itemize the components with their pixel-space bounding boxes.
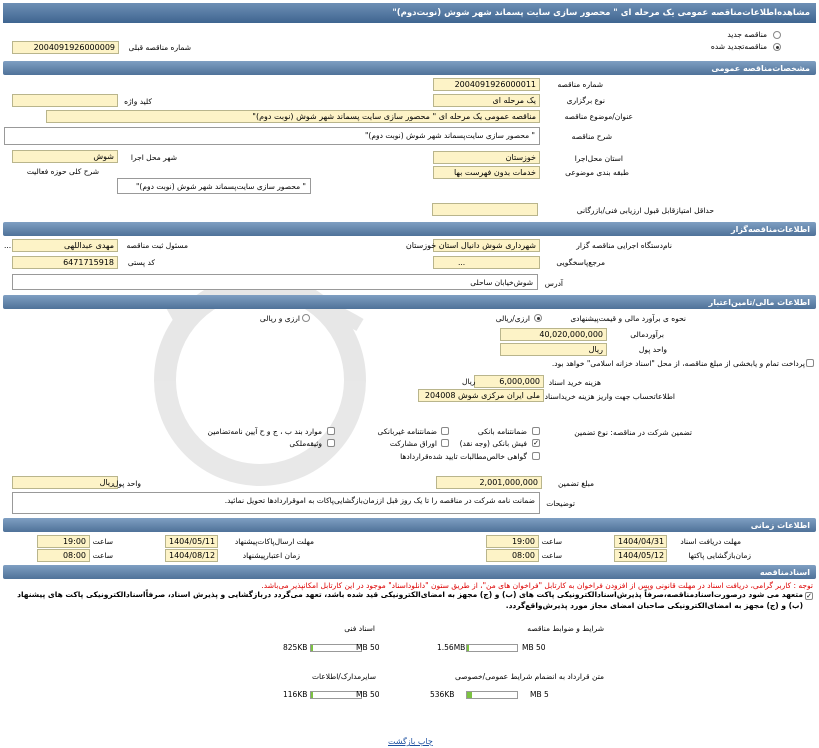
notes-label: توضیحات bbox=[546, 499, 575, 508]
address-label: آدرس bbox=[544, 279, 563, 288]
property-checkbox[interactable] bbox=[327, 439, 335, 447]
responsible-label: مسئول ثبت مناقصه bbox=[126, 241, 188, 250]
file-label-0: شرایط و ضوابط مناقصه bbox=[527, 624, 604, 633]
file-label-2: متن قرارداد به انضمام شرایط عمومی/خصوصی bbox=[455, 672, 604, 681]
guarantee-type-label: نوع تضمین bbox=[574, 428, 608, 437]
validity-label: زمان اعتبارپیشنهاد bbox=[242, 551, 300, 560]
file-size-0: 1.56MB bbox=[437, 643, 466, 652]
other-guarantee-label: موارد بند ب ، ج و ح آیین نامه‌تضامین bbox=[207, 427, 322, 436]
file-max-2: 5 MB bbox=[530, 690, 549, 699]
page-title: مشاهده‌اطلاعات‌مناقصه عمومی یک مرحله ای " محصور سازی سایت پسماند شهر شوش (نوبت‌دوم)" bbox=[3, 3, 816, 23]
responsible-field: مهدی عبداللهی bbox=[12, 239, 118, 252]
file-max-0: 50 MB bbox=[522, 643, 546, 652]
file-size-2: 536KB bbox=[430, 690, 455, 699]
treasury-text: پرداخت تمام و یابخشی از مبلغ مناقصه، از محل "اسناد خزانه اسلامی" خواهد بود. bbox=[551, 359, 805, 368]
organization-field: شهرداری شوش دانیال استان خوزستان bbox=[433, 239, 540, 252]
activity-box: " محصور سازی سایت‌پسماند شهر شوش (نوبت دوم)" bbox=[117, 178, 311, 194]
file-max-3: 50 MB bbox=[356, 690, 380, 699]
tender-no-label: شماره مناقصه bbox=[557, 80, 603, 89]
time-label-1: ساعت bbox=[541, 537, 562, 546]
cash-guarantee-checkbox[interactable] bbox=[532, 439, 540, 447]
validity-date: 1404/08/12 bbox=[165, 549, 218, 562]
province-label: استان محل‌اجرا bbox=[574, 154, 623, 163]
city-field: شوش bbox=[12, 150, 118, 163]
file-max-1: 50 MB bbox=[356, 643, 380, 652]
validity-time: 08:00 bbox=[37, 549, 90, 562]
prev-tender-no-label: شماره مناقصه قبلی bbox=[128, 43, 191, 52]
back-link[interactable]: چاپ بازگشت bbox=[388, 737, 433, 746]
file-label-1: اسناد فنی bbox=[344, 624, 375, 633]
send-deadline-label: مهلت ارسال‌پاکات‌پیشنهاد bbox=[234, 537, 314, 546]
type-label: نوع برگزاری bbox=[566, 96, 605, 105]
keyword-label: کلید واژه bbox=[124, 97, 152, 106]
claims-label: گواهی خالص‌مطالبات تایید شده‌قراردادها bbox=[400, 452, 527, 461]
min-score-field bbox=[432, 203, 538, 216]
open-date: 1404/05/12 bbox=[614, 549, 667, 562]
fx-option-radio[interactable] bbox=[302, 314, 310, 322]
postal-code-label: کد پستی bbox=[127, 258, 155, 267]
receive-deadline-label: مهلت دریافت اسناد bbox=[680, 537, 741, 546]
file-size-3: 116KB bbox=[283, 690, 308, 699]
timing-section-header: اطلاعات زمانی bbox=[3, 518, 816, 532]
cash-guarantee-label: فیش بانکی (وجه نقد) bbox=[459, 439, 527, 448]
description-label: شرح مناقصه bbox=[571, 132, 612, 141]
doc-fee-field: 6,000,000 bbox=[474, 375, 544, 388]
reference-label: مرجع‌پاسخگویی bbox=[556, 258, 605, 267]
send-deadline-date: 1404/05/11 bbox=[165, 535, 218, 548]
reference-more[interactable]: ... bbox=[458, 258, 466, 267]
file-progress-1 bbox=[310, 644, 362, 652]
download-notice: توجه : کاربر گرامی، دریافت اسناد در مهلت قانونی وپس از افزودن فراخوان به کارتابل "فراخوان های من"، از طریق ستون "دانلوداسناد" موجود در این کارتابل امکانپذیر می‌باشد. bbox=[261, 581, 813, 590]
treasury-checkbox[interactable] bbox=[806, 359, 814, 367]
prev-tender-no-field: 2004091926000009 bbox=[12, 41, 119, 54]
bonds-label: اوراق مشارکت bbox=[389, 439, 437, 448]
file-progress-fill-3 bbox=[311, 692, 313, 698]
open-time: 08:00 bbox=[486, 549, 539, 562]
send-deadline-time: 19:00 bbox=[37, 535, 90, 548]
title-field: مناقصه عمومی یک مرحله ای " محصور سازی سایت پسماند شهر شوش (نوبت دوم)" bbox=[46, 110, 540, 123]
account-label: اطلاعاتحساب جهت واریز هزینه خریداسناد bbox=[544, 392, 675, 401]
rial-option-label: ارزی/ریالی bbox=[495, 314, 530, 323]
open-label: زمان‌بازگشایی پاکتها bbox=[688, 551, 751, 560]
guarantee-amount-field: 2,001,000,000 bbox=[436, 476, 542, 489]
file-progress-0 bbox=[466, 644, 518, 652]
file-progress-3 bbox=[310, 691, 362, 699]
min-score-label: حداقل امتیازقابل قبول ارزیابی فنی/بازرگانی bbox=[576, 206, 714, 215]
pledge-text: متعهد می شود درصورت‌اسنادمناقصه،صرفاً پذیرش‌اسنادالکترونیکی پاکت های (ب) و (ج) مجهز به امضای‌الکترونیکی قید شده باشد، تعهد می‌گردد دربازگشایی و پذیرش اسناد، صرفاً‌اسنادالکترونیکی پاکت های پیشنهاد (ب) و (ج) مجهز به امضای‌الکترونیکی صاحبان امضای مجاز مورد پذیرش‌واقع‌گردد. bbox=[17, 590, 803, 610]
guarantee-label: تضمین شرکت در مناقصه: bbox=[610, 428, 692, 437]
activity-label: شرح کلی حوزه فعالیت bbox=[26, 167, 99, 176]
rial-option-radio[interactable] bbox=[534, 314, 542, 322]
postal-code-field: 6471715918 bbox=[12, 256, 118, 269]
time-label-2: ساعت bbox=[92, 537, 113, 546]
bank-guarantee-checkbox[interactable] bbox=[532, 427, 540, 435]
watermark-logo bbox=[110, 255, 440, 505]
type-field: یک مرحله ای bbox=[433, 94, 540, 107]
file-progress-fill-1 bbox=[311, 645, 313, 651]
unit-field: ریال bbox=[500, 343, 607, 356]
file-size-1: 825KB bbox=[283, 643, 308, 652]
finance-section-header: اطلاعات مالی/تامین‌اعتبار bbox=[3, 295, 816, 309]
estimate-mode-label: نحوه ی برآورد مالی و قیمت‌پیشنهادی bbox=[570, 314, 686, 323]
guarantee-amount-label: مبلغ تضمین bbox=[557, 479, 594, 488]
keyword-field bbox=[12, 94, 118, 107]
estimate-label: برآوردمالی bbox=[630, 330, 664, 339]
file-label-3: سایرمدارک/اطلاعات bbox=[311, 672, 376, 681]
doc-fee-label: هزینه خرید اسناد bbox=[548, 378, 601, 387]
other-guarantee-checkbox[interactable] bbox=[327, 427, 335, 435]
new-tender-radio[interactable] bbox=[773, 31, 781, 39]
title-label: عنوان/موضوع مناقصه bbox=[564, 112, 633, 121]
category-field: خدمات بدون فهرست بها bbox=[433, 166, 540, 179]
city-label: شهر محل اجرا bbox=[130, 153, 177, 162]
tender-no-field: 2004091926000011 bbox=[433, 78, 540, 91]
guarantee-unit-label: واحد پول bbox=[112, 479, 141, 488]
reference-field bbox=[433, 256, 540, 269]
bank-guarantee-label: ضمانتنامه بانکی bbox=[477, 427, 527, 436]
nonbank-guarantee-checkbox[interactable] bbox=[441, 427, 449, 435]
organization-label: نام‌دستگاه اجرایی مناقصه گزار bbox=[576, 241, 672, 250]
time-label-3: ساعت bbox=[541, 551, 562, 560]
claims-checkbox[interactable] bbox=[532, 452, 540, 460]
estimate-field: 40,020,000,000 bbox=[500, 328, 607, 341]
receive-deadline-time: 19:00 bbox=[486, 535, 539, 548]
general-section-header: مشخصات‌مناقصه عمومی bbox=[3, 61, 816, 75]
category-label: طبقه بندی موضوعی bbox=[565, 168, 629, 177]
guarantee-unit-field: ریال bbox=[12, 476, 118, 489]
renewed-tender-radio[interactable] bbox=[773, 43, 781, 51]
organizer-section-header: اطلاعات‌مناقصه‌گزار bbox=[3, 222, 816, 236]
account-field: ملی ایران مرکزی شوش 204008 bbox=[418, 389, 544, 402]
file-progress-fill-0 bbox=[467, 645, 469, 651]
bonds-checkbox[interactable] bbox=[441, 439, 449, 447]
new-tender-label: مناقصه جدید bbox=[727, 30, 767, 39]
pledge-checkbox[interactable] bbox=[805, 592, 813, 600]
file-progress-fill-2 bbox=[467, 692, 472, 698]
organizer-more[interactable]: ... bbox=[4, 241, 12, 250]
file-progress-2 bbox=[466, 691, 518, 699]
renewed-tender-label: مناقصه‌تجدید شده bbox=[710, 42, 767, 51]
province-field: خوزستان bbox=[433, 151, 540, 164]
property-label: وثیقه‌ملکی bbox=[289, 439, 322, 448]
receive-deadline-date: 1404/04/31 bbox=[614, 535, 667, 548]
time-label-4: ساعت bbox=[92, 551, 113, 560]
address-box: شوش‌خیابان ساحلی bbox=[12, 274, 538, 290]
description-box: " محصور سازی سایت‌پسماند شهر شوش (نوبت دوم)" bbox=[4, 127, 540, 145]
nonbank-guarantee-label: ضمانتنامه غیربانکی bbox=[377, 427, 437, 436]
notes-box: ضمانت نامه شرکت در مناقصه را تا یک روز قبل ازز‌مان‌بازگشایی‌پاکات به اموقراردادها تحویل نمائید. bbox=[12, 492, 540, 514]
unit-label: واحد پول bbox=[638, 345, 667, 354]
doc-fee-unit: ریال bbox=[462, 377, 476, 386]
fx-option-label: ارزی و ریالی bbox=[259, 314, 300, 323]
documents-section-header: اسنادمناقصه bbox=[3, 565, 816, 579]
